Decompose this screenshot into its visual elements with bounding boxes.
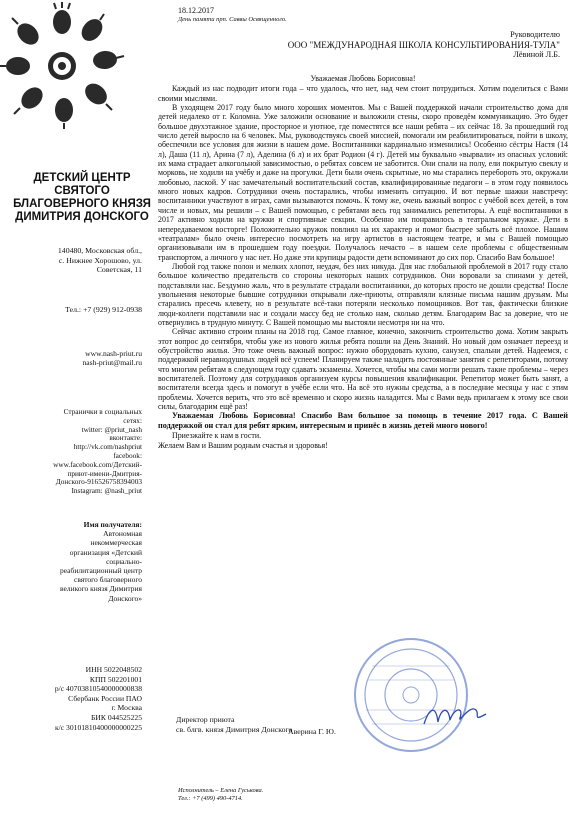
social-line: www.facebook.com/Детский- xyxy=(53,459,142,469)
footer-executor xyxy=(178,787,263,803)
payee-line: реабилитационный центр xyxy=(60,566,142,576)
social-line: http://vk.com/nashpriut xyxy=(73,442,142,452)
social-line: Донского-916526758394003 xyxy=(55,477,142,487)
bank-line: к/с 30101810400000000225 xyxy=(54,722,142,732)
social-line: Странички в социальных xyxy=(63,407,142,416)
address-line: 140480, Московская обл., xyxy=(57,246,142,255)
date-note: День памяти прп. Саввы Освященного. xyxy=(178,16,287,23)
bank-line: р/с 40703810540000000838 xyxy=(54,684,142,694)
website-link: www.nash-priut.ru xyxy=(85,349,142,358)
executor-name: Исполнитель – Елена Гуськова. xyxy=(178,787,264,794)
payee-line: святого благоверного xyxy=(74,575,142,585)
executor-phone: Тел.: +7 (499) 490-4714. xyxy=(178,795,243,802)
signature-block xyxy=(176,715,292,734)
recipient-line-2: ООО "МЕЖДУНАРОДНАЯ ШКОЛА КОНСУЛЬТИРОВАНИЯ-ТУЛА" xyxy=(287,40,560,50)
bank-line: г. Москва xyxy=(111,703,142,713)
date-block xyxy=(178,6,287,24)
signer-name: Аверина Г. Ю. xyxy=(288,727,336,736)
address-line: с. Нижнее Хорошово, ул. xyxy=(58,255,142,265)
payee-line: организация «Детский xyxy=(69,547,142,557)
payee-line: некоммерческая xyxy=(90,538,142,548)
payee-line: великого князя Димитрия xyxy=(60,584,142,594)
social-line: вконтакте: xyxy=(109,433,142,443)
letter-paragraph: Любой год также полон и мелких хлопот, неудач, без них никуда. Для нас глобальной проблемой в 2017 году стало большое количество предательств со стороны некоторых наших сотрудников. Они воровали за спинами у детей, подставляли нас. Бездумно жаль, что в результате страдали воспитанники, до которых просто не дошли средства! После увольнения некоторые бывшие сотрудники открывали лже-приюты, отправляли клязные письма нашим друзьям. Мы старались пресечь клевету, но в результате всё-таки потеряли несколько помощников. Вот так, фактически близкие люди-коллеги подставили нас и создали массу бед не столько нам, сколько детям. Благодарим Вас за доверие, что не отвернулись в трудную минуту. С Вашей помощью мы выстояли несмотря ни на что. xyxy=(158,261,568,327)
bank-line: ИНН 5022048502 xyxy=(85,665,142,674)
org-web xyxy=(20,349,142,368)
letter-paragraph: В уходящем 2017 году было много хороших моментов. Мы с Вашей поддержкой начали строительство дома для детей недалеко от г. Коломна. Уже заложили основание и выложили стены, скоро проведём коммуникацию. Это будет большое двухэтажное здание, просторное и уютное, где поместятся все наши ребята – их сейчас 18. За прошедший год число детей выросло на 6 человек. Мы, руководствуясь своей миссией, помогали им реабилитироваться, пойти в школу, обеспечили все условия для жизни в нашем доме. Воспитанники кардинально изменились! Особенно сёстры Настя (14 л), Даша (11 л), Арина (7 л), Аделина (6 л) и их брат Родион (4 г). Детей мы буквально «вырвали» из опасных условий: их мама страдает алкогольной зависимостью, о ребятах совсем не заботится. Они спали на полу, ели покрытую свеклу и морковь, не ходили на учёбу и даже на прогулки. Дети были очень скрытные, но мы старались перебороть это, окружали любовью, лаской. У нас замечательный воспитательский состав, квалифицированные педагоги – в этом году появилось много новых кадров. Сотрудники очень постарались, чтобы изменить ситуацию. И вот первые шажки навстречу: воспитанники участвуют в играх, сами вызываются помочь. К тому же, очень важный вопрос с учёбой всех детей, в том числе и новых, мы решили – с Вашей помощью, с ребятами весь год занимались репетиторы. А ещё воспитанники в 2017 активно ходили на кружки и спортивные секции. Особенно им понравилось в театральном кружке. Дети в непередаваемом восторге! Положительно кружок повлиял на их характер и помог быстрее забыть всё плохое. Нашим «театралам» было очень интересно посмотреть на игру артистов в настоящем театре, и мы с Вашей помощью организовывали им в прошедшем году поездки. Получалось нечасто – в нашем селе проблемы с общественным транспортом, а личного у нас нет. Но даже эти крупицы радости дети вспоминают до сих пор. Спасибо Вам большое! xyxy=(158,103,568,262)
signer-org: св. блгв. князя Димитрия Донского xyxy=(176,724,293,734)
org-phone: Тел.: +7 (929) 912-0938 xyxy=(65,305,142,314)
org-title: ДЕТСКИЙ ЦЕНТР СВЯТОГО БЛАГОВЕРНОГО КНЯЗЯ ДИМИТРИЯ ДОНСКОГО xyxy=(13,172,151,223)
address-line: Советская, 11 xyxy=(96,265,142,275)
payee-label: Имя получателя: xyxy=(83,520,142,529)
letter-paragraph: Каждый из нас подводит итоги года – что удалось, что нет, над чем стоит потрудиться. Хотим поделиться с Вами своими мыслями. xyxy=(158,84,568,103)
social-line: приют-имени-Дмитрия- xyxy=(67,468,142,478)
bank-line: БИК 044525225 xyxy=(91,712,142,722)
letter-wish: Желаем Вам и Вашим родным счастья и здоровья! xyxy=(158,440,328,450)
letter-body xyxy=(158,74,568,450)
social-line: twitter: @priut_nash xyxy=(81,424,142,434)
social-links xyxy=(12,408,142,496)
social-line: facebook: xyxy=(113,450,142,460)
bank-details xyxy=(12,665,142,732)
handwritten-signature xyxy=(420,700,490,730)
payee-block xyxy=(12,520,142,603)
letter-greeting: Уважаемая Любовь Борисовна! xyxy=(310,74,416,83)
payee-line: Донского» xyxy=(108,593,142,603)
letter-bold-closing: Уважаемая Любовь Борисовна! Спасибо Вам большое за помощь в течение 2017 года. С Вашей поддержкой он стал для ребят ярким, интересным и принёс в жизнь детей много нового! xyxy=(158,411,568,431)
org-address xyxy=(20,246,142,275)
recipient-block xyxy=(200,30,560,60)
social-line: Instagram: @nash_priut xyxy=(71,486,142,496)
payee-line: Автономная xyxy=(103,529,142,539)
social-line: сетях: xyxy=(123,415,142,425)
round-seal-stamp xyxy=(352,636,470,754)
payee-line: социально- xyxy=(106,556,142,566)
letter-date: 18.12.2017 xyxy=(178,6,214,15)
bank-line: Сбербанк России ПАО xyxy=(68,693,142,703)
letter-paragraph: Сейчас активно строим планы на 2018 год. Самое главное, конечно, закончить строительство дома. Хотим закрыть этот вопрос до сентября, чтобы уже из нового жилья ребята пошли на День Знаний. Но новый дом означает переезд и обустройство жилья. Это тоже очень важный вопрос: нужно оборудовать кухню, санузел, спальни детей. Надеемся, с поддержкой неравнодушных людей всё успеем! Планируем также наладить постоянные занятия с репетиторами, потому что многим ребятам в следующем году сдавать экзамены. Хочется, чтобы мы сами могли решать такие проблемы – через воспитателей. Поэтому для сотрудников организуем курсы повышения квалификации. Репетитор может быть занят, а воспитатели всегда здесь и помогут в учёбе если что. На всё это нужны средства, а в последние месяцы у нас с этим проблемы. Хочется верить, что это всё временно и скоро жизнь наладится. Мы с Вами ведь прилагаем к этому все свои силы, благодарим ещё раз! xyxy=(158,327,568,412)
letter-invite: Приезжайте к нам в гости. xyxy=(172,431,262,441)
recipient-line-1: Руководителю xyxy=(510,30,560,39)
bank-line: КПП 502201001 xyxy=(89,674,142,684)
signer-title: Директор приюта xyxy=(176,715,235,724)
email-link: nash-priut@mail.ru xyxy=(82,358,142,368)
handprint-sun-logo xyxy=(0,0,130,130)
recipient-line-3: Лёвиной Л.Б. xyxy=(513,50,560,59)
